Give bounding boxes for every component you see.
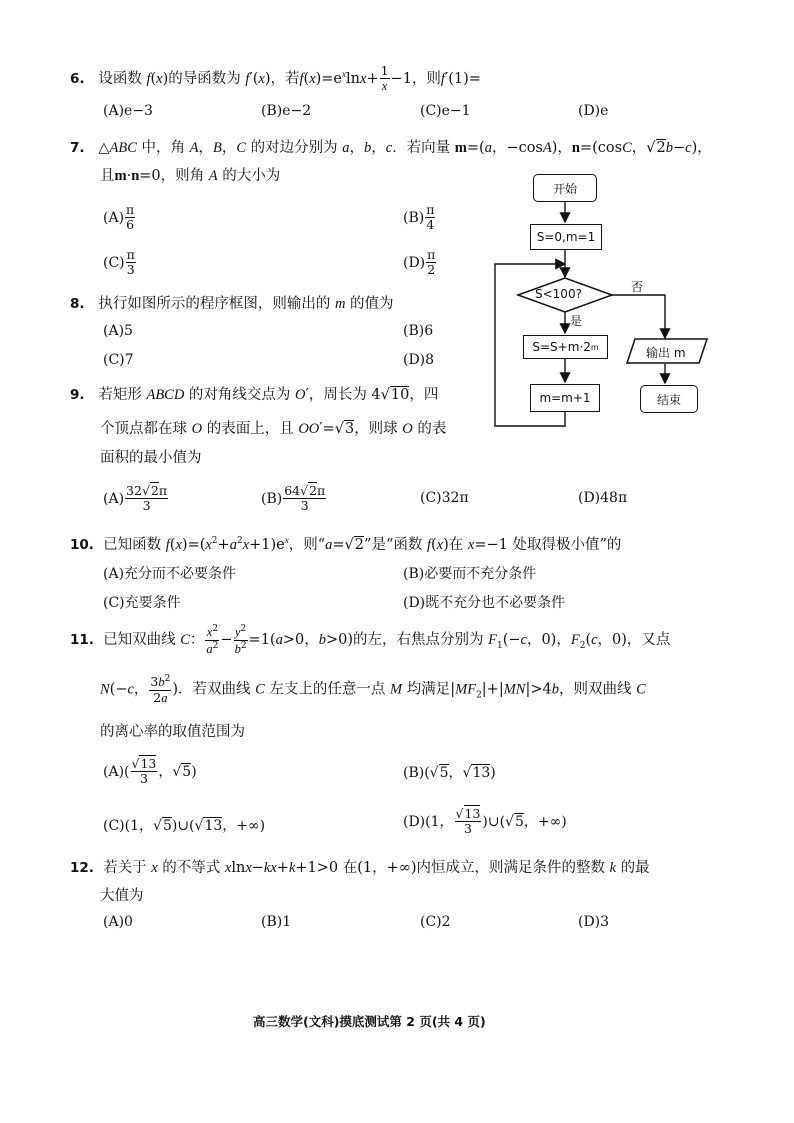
q6-option-d: (D)e bbox=[578, 103, 609, 119]
q6-option-b: (B)e−2 bbox=[261, 103, 312, 119]
q7-option-c: (C) $\frac{\pi}{3}$ bbox=[103, 247, 135, 278]
flowchart-yes-label: 是 bbox=[570, 314, 583, 328]
q10-option-d: (D)既不充分也不必要条件 bbox=[403, 595, 566, 611]
q11-option-a: (A)( $\frac{√13}{3}$ ，√5) bbox=[103, 756, 197, 787]
q8-option-b: (B)6 bbox=[403, 323, 434, 339]
q7-option-b: (B) $\frac{\pi}{4}$ bbox=[403, 202, 435, 233]
question-number: 8. bbox=[70, 296, 85, 312]
question-number: 9. bbox=[70, 387, 85, 403]
question-9-line3: 面积的最小值为 bbox=[100, 450, 202, 466]
q12-option-d: (D)3 bbox=[578, 914, 610, 930]
q12-option-a: (A)0 bbox=[103, 914, 133, 930]
q10-option-a: (A)充分而不必要条件 bbox=[103, 566, 237, 582]
q7-text: 且 bbox=[100, 168, 115, 184]
question-9-stem: 9. 若矩形 ABCD 的对角线交点为 O′，周长为 4√10，四 bbox=[70, 387, 439, 403]
question-11-line3: 的离心率的取值范围为 bbox=[100, 724, 245, 740]
q9-option-c: (C)32π bbox=[420, 490, 469, 506]
question-6-stem: 6. 设函数 f(x)的导函数为 f′(x)，若$f(x)=e^x\ln x+$ $\frac{1}{x}$ −1，则f′(1)= bbox=[70, 63, 481, 94]
q8-option-a: (A)5 bbox=[103, 323, 133, 339]
arrow-cond-to-output bbox=[612, 295, 665, 338]
q9-option-b: (B) $\frac{64√2\pi}{3}$ bbox=[261, 483, 326, 514]
q12-option-c: (C)2 bbox=[420, 914, 451, 930]
page-footer: 高三数学(文科)摸底测试第 2 页(共 4 页) bbox=[253, 1014, 486, 1029]
flowchart-output: 输出 m bbox=[646, 346, 686, 360]
q7-option-d: (D) $\frac{\pi}{2}$ bbox=[403, 247, 436, 278]
q11-option-d: (D)(1， $\frac{√13}{3}$ )∪(√5，+∞) bbox=[403, 806, 567, 837]
flowchart-connectors bbox=[0, 0, 794, 440]
question-10-stem: 10. 已知函数 $f(x)=(x^2+a^2x+1)e^x$，则“a=√2”是“函数 f(x)在 x=−1 处取得极小值”的 bbox=[70, 535, 622, 553]
q6-option-c: (C)e−1 bbox=[420, 103, 471, 119]
question-8-stem: 8. 执行如图所示的程序框图，则输出的 m 的值为 bbox=[70, 296, 394, 312]
flowchart-condition: S<100? bbox=[535, 287, 582, 301]
question-number: 7. bbox=[70, 140, 85, 156]
flowchart-init: S=0,m=1 bbox=[530, 224, 602, 250]
flowchart-no-label: 否 bbox=[631, 280, 644, 294]
question-12-line2: 大值为 bbox=[100, 888, 144, 904]
q8-option-d: (D)8 bbox=[403, 352, 435, 368]
flowchart-update-m: m=m+1 bbox=[530, 384, 600, 412]
question-number: 11. bbox=[70, 632, 94, 649]
q6-text-d: ，则 bbox=[411, 70, 441, 87]
question-number: 12. bbox=[70, 860, 94, 876]
q8-option-c: (C)7 bbox=[103, 352, 134, 368]
q11-option-b: (B)(√5，√13) bbox=[403, 765, 496, 781]
q12-option-b: (B)1 bbox=[261, 914, 292, 930]
q10-option-b: (B)必要而不充分条件 bbox=[403, 566, 537, 582]
q6-text-b: 的导函数为 bbox=[168, 70, 241, 87]
question-12-stem: 12. 若关于 x 的不等式 xlnx−kx+k+1>0 在(1，+∞)内恒成立，则满足条件的整数 k 的最 bbox=[70, 860, 650, 876]
q9-option-d: (D)48π bbox=[578, 490, 628, 506]
q6-option-a: (A)e−3 bbox=[103, 103, 153, 119]
q9-option-a: (A) $\frac{32√2\pi}{3}$ bbox=[103, 483, 168, 514]
q6-text-c: ，若 bbox=[270, 70, 300, 87]
question-11-stem: 11. 已知双曲线 C： $\frac{x^2}{a^2}$ − $\frac{y^2}{b^2}$ =1(a>0，b>0)的左，右焦点分别为 $F_1(-c$，0)，$F_2(c$，0)，又点 bbox=[70, 624, 671, 656]
question-7-line2: 且m·n=0，则角 A 的大小为 bbox=[100, 168, 281, 184]
q8-text: 执行如图所示的程序框图，则输出的 bbox=[98, 296, 331, 312]
q10-option-c: (C)充要条件 bbox=[103, 595, 181, 611]
question-11-line2: N(−c， $\frac{3b^2}{2a}$ )．若双曲线 C 左支上的任意一点 M 均满足$|MF_2|+|MN|>4b$，则双曲线 C bbox=[100, 674, 646, 705]
question-9-line2: 个顶点都在球 O 的表面上，且 OO′=√3，则球 O 的表 bbox=[100, 421, 447, 437]
q7-option-a: (A) $\frac{\pi}{6}$ bbox=[103, 202, 135, 233]
question-7-stem: 7. △ABC 中，角 A，B，C 的对边分别为 a，b，c．若向量 m=(a，−cosA)，n=(cosC，√2b−c)， bbox=[70, 140, 712, 156]
flowchart-start: 开始 bbox=[533, 174, 597, 202]
question-number: 6. bbox=[70, 70, 85, 87]
q6-text-a: 设函数 bbox=[98, 70, 142, 87]
flowchart-end: 结束 bbox=[640, 385, 698, 413]
q11-option-c: (C)(1，√5)∪(√13，+∞) bbox=[103, 818, 266, 834]
question-number: 10. bbox=[70, 537, 94, 553]
flowchart-update-s: S=S+m·2 m bbox=[523, 335, 608, 359]
